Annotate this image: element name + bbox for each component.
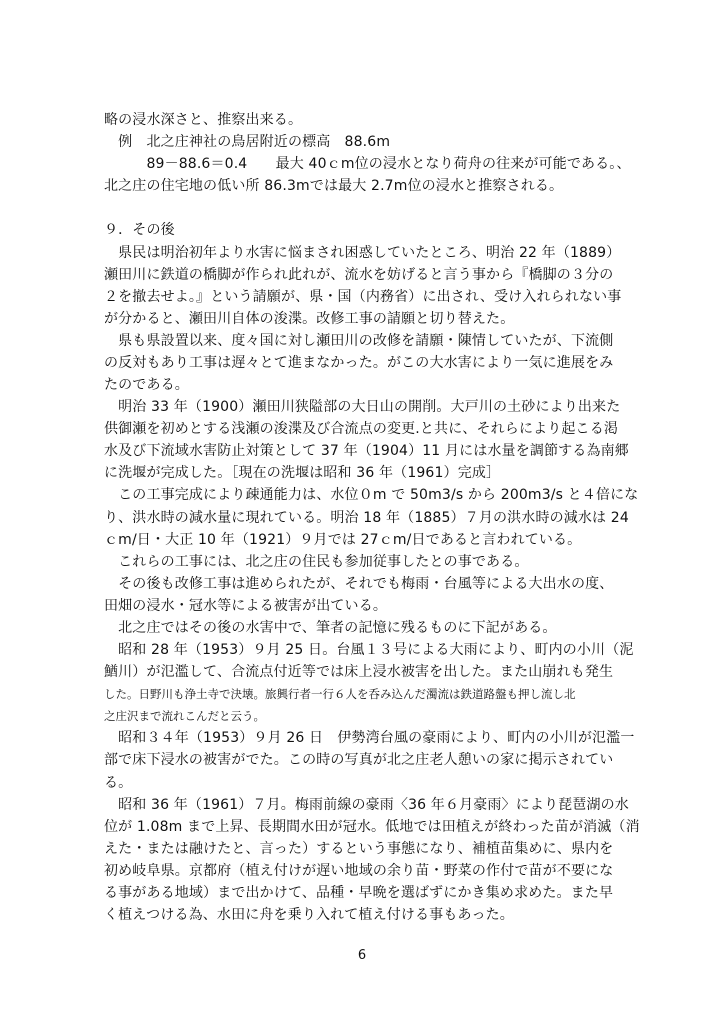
text-line: 瀬田川に鉄道の橋脚が作られ此れが、流水を妨げると言う事から『橋脚の３分の: [104, 267, 614, 283]
text-line: これらの工事には、北之庄の住民も参加従事したとの事である。: [104, 554, 529, 570]
text-line: 昭和 28 年（1953）９月 25 日。台風１３号による大雨により、町内の小川（泥: [104, 642, 634, 658]
text-line: 例 北之庄神社の鳥居附近の標高 88.6m: [104, 134, 391, 150]
text-line: 北之庄の住宅地の低い所 86.3mでは最大 2.7m位の浸水と推察される。: [104, 178, 564, 194]
text-line: 部で床下浸水の被害がでた。この時の写真が北之庄老人憩いの家に掲示されてい: [104, 752, 614, 768]
text-line: 略の浸水深さと、推察出来る。: [104, 112, 303, 128]
text-line: に洗堰が完成した。［現在の洗堰は昭和 36 年（1961）完成］: [104, 465, 501, 481]
text-line: 89－88.6＝0.4 最大 40ｃm位の浸水となり荷舟の往来が可能である。、: [104, 156, 631, 172]
text-line: の反対もあり工事は遅々とて進まなかった。がこの大水害により一気に進展をみ: [104, 355, 614, 371]
text-line: が分かると、瀬田川自体の浚渫。改修工事の請願と切り替えた。: [104, 311, 515, 327]
text-line: 明治 33 年（1900）瀬田川狭隘部の大日山の開削。大戸川の土砂により出来た: [104, 399, 621, 415]
text-line: この工事完成により疎通能力は、水位０m で 50m3/s から 200m3/s と４倍にな: [104, 487, 639, 503]
text-line: した。日野川も浄土寺で決壊。旅興行者一行６人を呑み込んだ濁流は鉄道路盤も押し流し北: [104, 687, 576, 701]
text-line: たのである。: [104, 377, 189, 393]
text-line: 昭和 36 年（1961）７月。梅雨前線の豪雨〈36 年６月豪雨〉により琵琶湖の水: [104, 797, 629, 813]
text-line: 水及び下流域水害防止対策として 37 年（1904）11 月には水量を調節する為南郷: [104, 443, 629, 459]
text-line: その後も改修工事は進められたが、それでも梅雨・台風等による大出水の度、: [104, 576, 614, 592]
text-line: 県民は明治初年より水害に悩まされ困惑していたところ、明治 22 年（1889）: [104, 245, 621, 261]
text-line: ｃm/日・大正 10 年（1921）９月では 27ｃm/日であると言われている。: [104, 532, 582, 548]
text-line: 県も県設置以来、度々国に対し瀬田川の改修を請願・陳情していたが、下流側: [104, 333, 614, 349]
text-line: 鰌川）が氾濫して、合流点付近等では床上浸水被害を出した。また山崩れも発生: [104, 664, 614, 680]
text-line: 供御瀬を初めとする浅瀬の浚渫及び合流点の変更.と共に、それらにより起こる渇: [104, 421, 618, 437]
section-heading: ９．その後: [104, 222, 175, 238]
page-number: 6: [357, 948, 367, 963]
text-line: く植えつける為、水田に舟を乗り入れて植え付ける事もあった。: [104, 907, 514, 923]
text-line: 北之庄ではその後の水害中で、筆者の記憶に残るものに下記がある。: [104, 620, 557, 636]
text-line: 位が 1.08m まで上昇、長期間水田が冠水。低地では田植えが終わった苗が消滅（消: [104, 819, 640, 835]
text-line: ２を撤去せよ。』という請願が、県・国（内務省）に出され、受け入れられない事: [104, 289, 622, 305]
text-line: る事がある地域）まで出かけて、品種・早晩を選ばずにかき集め求めた。また早: [104, 885, 614, 901]
text-line: 初め岐阜県。京都府（植え付けが遅い地域の余り苗・野菜の作付で苗が不要にな: [104, 863, 614, 879]
text-line: り、洪水時の減水量に現れている。明治 18 年（1885）７月の洪水時の減水は 24: [104, 510, 629, 526]
text-line: 田畑の浸水・冠水等による被害が出ている。: [104, 598, 387, 614]
text-line: えた・または融けたと、言った）するという事態になり、補植苗集めに、県内を: [104, 841, 614, 857]
text-line: る。: [104, 775, 133, 791]
text-line: 昭和３４年（1953）９月 26 日 伊勢湾台風の豪雨により、町内の小川が氾濫一: [104, 730, 635, 746]
text-line: 之庄沢まで流れこんだと云う。: [104, 709, 265, 723]
